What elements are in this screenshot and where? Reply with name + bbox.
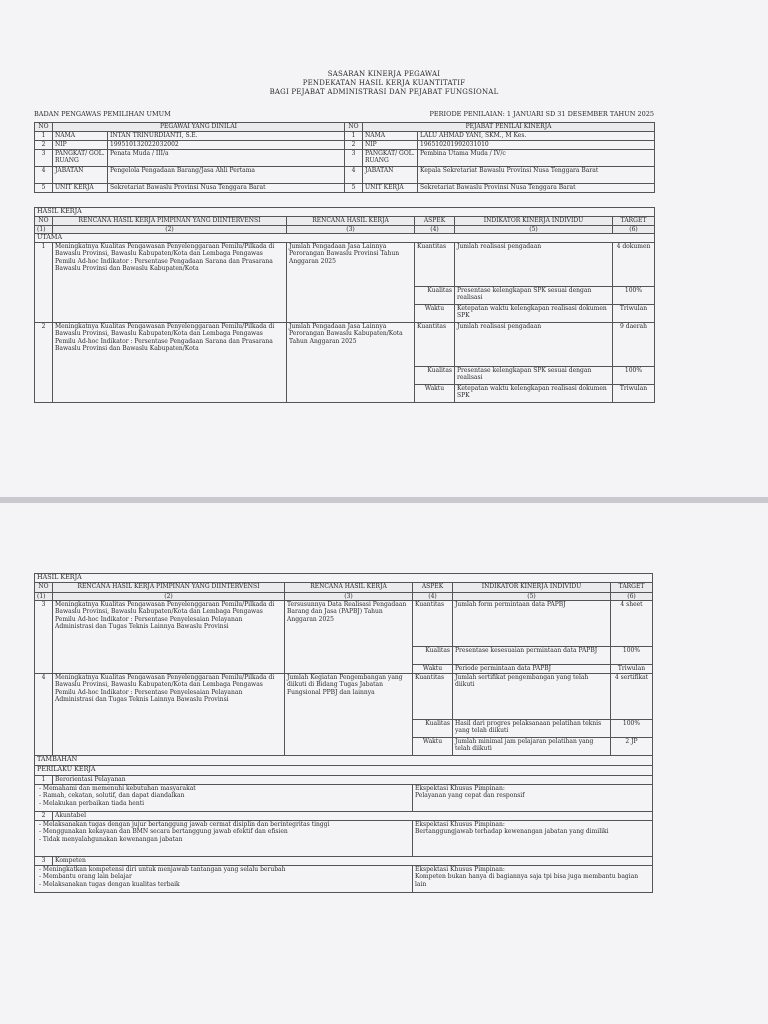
hasil-number-row — [35, 593, 653, 601]
aspek: Kualitas — [413, 720, 453, 738]
aspek: Waktu — [415, 305, 455, 323]
rencana-hasil-kerja: Tersusunnya Data Realisasi Pengadaan Barang dan Jasa (PAPBJ) Tahun Anggaran 2025 — [285, 601, 413, 674]
ekspektasi-label: Ekspektasi Khusus Pimpinan: — [415, 821, 505, 829]
ident-value: Pengelola Pengadaan Barang/Jasa Ahli Pertama — [108, 167, 345, 184]
col-header: RENCANA HASIL KERJA PIMPINAN YANG DIINTERVENSI — [53, 583, 285, 593]
meta-row — [34, 110, 654, 118]
hasil-kerja-table-page-2 — [34, 573, 653, 893]
indikator: Presentase kesesuaian permintaan data PAPBJ — [453, 647, 611, 665]
ident-value: Penata Muda / III/a — [108, 150, 345, 167]
col-header: TARGET — [613, 217, 655, 226]
col-number: (4) — [413, 593, 453, 601]
target: 4 dokumen — [613, 243, 655, 287]
ident-no: 5 — [345, 184, 363, 193]
ident-value: 199510132022032002 — [108, 141, 345, 150]
indikator: Jumlah minimal jam pelajaran pelatihan yang telah diikuti — [453, 738, 611, 756]
perilaku-points — [35, 866, 413, 893]
document-page-2 — [0, 503, 768, 1024]
assessment-period: PERIODE PENILAIAN: 1 JANUARI SD 31 DESEMBER TAHUN 2025 — [429, 110, 654, 118]
indikator: Jumlah realisasi pengadaan — [455, 243, 613, 287]
rencana-pimpinan: Meningkatnya Kualitas Pengawasan Penyelenggaraan Pemilu/Pilkada di Bawaslu Provinsi, Bawaslu Kabupaten/Kota dan Lembaga Pengawas Pemilu Ad-hoc Indikator : Persentase Penyelesaian Pelayanan Administrasi dan Tugas Teknis Lainnya Bawaslu Provinsi — [53, 674, 285, 756]
ident-value: Pembina Utama Muda / IV/c — [418, 150, 655, 167]
indikator: Presentase kelengkapan SPK sesuai dengan realisasi — [455, 367, 613, 385]
ident-label: NIP — [363, 141, 418, 150]
ident-no: 3 — [345, 150, 363, 167]
target: 4 sheet — [611, 601, 653, 647]
indikator: Jumlah form permintaan data PAPBJ — [453, 601, 611, 647]
target: 2 JP — [611, 738, 653, 756]
section-tambahan: TAMBAHAN — [35, 756, 653, 766]
col-header: ASPEK — [413, 583, 453, 593]
ident-row-jabatan — [35, 167, 655, 184]
col-number: (4) — [415, 226, 455, 234]
col-number: (3) — [285, 593, 413, 601]
header-line-1: SASARAN KINERJA PEGAWAI — [327, 70, 441, 78]
indikator: Hasil dari progres pelaksanaan pelatihan teknis yang telah diikuti — [453, 720, 611, 738]
col-number: (6) — [613, 226, 655, 234]
table-row — [35, 866, 653, 893]
header-line-3: BAGI PEJABAT ADMINISTRASI DAN PEJABAT FUNGSIONAL — [269, 88, 499, 96]
perilaku-no: 2 — [35, 812, 53, 821]
perilaku-item-kompeten — [35, 857, 653, 866]
col-number: (2) — [53, 226, 287, 234]
perilaku-name: Berorientasi Pelayanan — [53, 776, 653, 785]
target: Triwulan — [613, 385, 655, 403]
perilaku-item-akuntabel — [35, 812, 653, 821]
target: 100% — [613, 287, 655, 305]
perilaku-name: Kompeten — [53, 857, 653, 866]
col-pejabat-penilai: PEJABAT PENILAI KINERJA — [363, 123, 655, 132]
ident-no: 2 — [345, 141, 363, 150]
rencana-pimpinan: Meningkatnya Kualitas Pengawasan Penyelenggaraan Pemilu/Pilkada di Bawaslu Provinsi, Bawaslu Kabupaten/Kota dan Lembaga Pengawas Pemilu Ad-hoc Indikator : Persentase Pengadaan Sarana dan Prasarana Bawaslu Provinsi dan Bawaslu Kabupaten/Kota — [53, 323, 287, 403]
ident-label: UNIT KERJA — [363, 184, 418, 193]
aspek: Waktu — [413, 665, 453, 674]
col-header: NO — [35, 583, 53, 593]
target: Triwulan — [613, 305, 655, 323]
section-perilaku-kerja: PERILAKU KERJA — [35, 766, 653, 776]
item-no: 2 — [35, 323, 53, 403]
ident-label: JABATAN — [53, 167, 108, 184]
col-header: INDIKATOR KINERJA INDIVIDU — [453, 583, 611, 593]
col-number: (1) — [35, 226, 53, 234]
ekspektasi-text: Kompeten bukan hanya di bagiannya saja tpi bisa juga membantu bagian lain — [415, 873, 639, 888]
col-header: INDIKATOR KINERJA INDIVIDU — [455, 217, 613, 226]
perilaku-point: - Menggunakan kekayaan dan BMN secara bertanggung jawab efektif dan efisien — [39, 828, 288, 836]
col-number: (5) — [455, 226, 613, 234]
ident-value: INTAN TRINURDIANTI, S.E. — [108, 132, 345, 141]
rencana-pimpinan: Meningkatnya Kualitas Pengawasan Penyelenggaraan Pemilu/Pilkada di Bawaslu Provinsi, Bawaslu Kabupaten/Kota dan Lembaga Pengawas Pemilu Ad-hoc Indikator : Persentase Penyelesaian Pelayanan Administrasi dan Tugas Teknis Lainnya Bawaslu Provinsi — [53, 601, 285, 674]
rencana-hasil-kerja: Jumlah Pengadaan Jasa Lainnya Perorangan Bawaslu Kabupaten/Kota Tahun Anggaran 2025 — [287, 323, 415, 403]
ekspektasi-text: Pelayanan yang cepat dan responsif — [415, 792, 525, 800]
rencana-pimpinan: Meningkatnya Kualitas Pengawasan Penyelenggaraan Pemilu/Pilkada di Bawaslu Provinsi, Bawaslu Kabupaten/Kota dan Lembaga Pengawas Pemilu Ad-hoc Indikator : Persentase Pengadaan Sarana dan Prasarana Bawaslu Provinsi dan Bawaslu Kabupaten/Kota — [53, 243, 287, 323]
hasil-header-row — [35, 217, 655, 226]
rencana-hasil-kerja: Jumlah Pengadaan Jasa Lainnya Perorangan Bawaslu Provinsi Tahun Anggaran 2025 — [287, 243, 415, 323]
ident-row-pangkat — [35, 150, 655, 167]
ident-no: 1 — [35, 132, 53, 141]
table-row — [35, 785, 653, 812]
target: 4 sertifikat — [611, 674, 653, 720]
perilaku-points — [35, 821, 413, 857]
col-number: (1) — [35, 593, 53, 601]
aspek: Kuantitas — [413, 601, 453, 647]
ident-no: 4 — [35, 167, 53, 184]
perilaku-point: - Membantu orang lain belajar — [39, 873, 132, 881]
ident-label: PANGKAT/ GOL. RUANG — [363, 150, 418, 167]
col-pegawai-dinilai: PEGAWAI YANG DINILAI — [53, 123, 345, 132]
col-header: RENCANA HASIL KERJA PIMPINAN YANG DIINTERVENSI — [53, 217, 287, 226]
target: Triwulan — [611, 665, 653, 674]
col-number: (5) — [453, 593, 611, 601]
aspek: Kualitas — [415, 287, 455, 305]
ident-label: NAMA — [53, 132, 108, 141]
table-row — [35, 674, 653, 720]
identity-table — [34, 122, 655, 193]
col-number: (3) — [287, 226, 415, 234]
col-header: RENCANA HASIL KERJA — [285, 583, 413, 593]
document-page-1 — [0, 0, 768, 497]
perilaku-point: - Melaksanakan tugas dengan kualitas terbaik — [39, 880, 180, 888]
table-row — [35, 243, 655, 287]
aspek: Kuantitas — [413, 674, 453, 720]
hasil-kerja-table-page-1 — [34, 207, 655, 403]
col-header: TARGET — [611, 583, 653, 593]
ekspektasi-label: Ekspektasi Khusus Pimpinan: — [415, 785, 505, 793]
ident-row-nip — [35, 141, 655, 150]
ident-label: JABATAN — [363, 167, 418, 184]
perilaku-point: - Melakukan perbaikan tiada henti — [39, 799, 145, 807]
target: 100% — [611, 720, 653, 738]
ident-no: 3 — [35, 150, 53, 167]
col-no-2: NO — [345, 123, 363, 132]
ident-no: 1 — [345, 132, 363, 141]
target: 100% — [613, 367, 655, 385]
ident-label: NIP — [53, 141, 108, 150]
col-number: (2) — [53, 593, 285, 601]
perilaku-item-berorientasi-pelayanan — [35, 776, 653, 785]
perilaku-point: - Ramah, cekatan, solutif, dan dapat diandalkan — [39, 792, 185, 800]
ident-value: Sekretariat Bawaslu Provinsi Nusa Tenggara Barat — [108, 184, 345, 193]
perilaku-point: - Melaksanakan tugas dengan jujur bertanggung jawab cermat disiplin dan berintegritas tinggi — [39, 821, 330, 829]
col-no: NO — [35, 123, 53, 132]
indikator: Presentase kelengkapan SPK sesuai dengan realisasi — [455, 287, 613, 305]
item-no: 3 — [35, 601, 53, 674]
ident-label: NAMA — [363, 132, 418, 141]
col-header: RENCANA HASIL KERJA — [287, 217, 415, 226]
ekspektasi-cell — [413, 785, 653, 812]
ident-no: 2 — [35, 141, 53, 150]
rencana-hasil-kerja: Jumlah Kegiatan Pengembangan yang diikuti di Bidang Tugas Jabatan Fungsional PPBJ dan lainnya — [285, 674, 413, 756]
perilaku-point: - Tidak menyalahgunakan kewenangan jabatan — [39, 835, 183, 843]
perilaku-point: - Meningkatkan kompetensi diri untuk menjawab tantangan yang selalu berubah — [39, 866, 286, 874]
ekspektasi-cell — [413, 866, 653, 893]
col-header: ASPEK — [415, 217, 455, 226]
section-hasil-kerja: HASIL KERJA — [35, 208, 655, 217]
table-row — [35, 601, 653, 647]
ident-value: LALU AHMAD YANI, SKM., M Kes. — [418, 132, 655, 141]
ident-label: PANGKAT/ GOL. RUANG — [53, 150, 108, 167]
table-row — [35, 821, 653, 857]
ident-value: Kepala Sekretariat Bawaslu Provinsi Nusa Tenggara Barat — [418, 167, 655, 184]
ident-no: 4 — [345, 167, 363, 184]
col-header: NO — [35, 217, 53, 226]
hasil-header-row — [35, 583, 653, 593]
item-no: 4 — [35, 674, 53, 756]
indikator: Periode permintaan data PAPBJ — [453, 665, 611, 674]
aspek: Kuantitas — [415, 323, 455, 367]
aspek: Waktu — [415, 385, 455, 403]
target: 100% — [611, 647, 653, 665]
ident-label: UNIT KERJA — [53, 184, 108, 193]
aspek: Kuantitas — [415, 243, 455, 287]
ekspektasi-label: Ekspektasi Khusus Pimpinan: — [415, 866, 505, 874]
aspek: Kualitas — [415, 367, 455, 385]
section-utama: UTAMA — [35, 234, 655, 243]
indikator: Jumlah realisasi pengadaan — [455, 323, 613, 367]
hasil-number-row — [35, 226, 655, 234]
ekspektasi-cell — [413, 821, 653, 857]
aspek: Waktu — [413, 738, 453, 756]
perilaku-no: 1 — [35, 776, 53, 785]
perilaku-no: 3 — [35, 857, 53, 866]
aspek: Kualitas — [413, 647, 453, 665]
agency-name: BADAN PENGAWAS PEMILIHAN UMUM — [34, 110, 171, 118]
ident-no: 5 — [35, 184, 53, 193]
ident-row-unit-kerja — [35, 184, 655, 193]
perilaku-point: - Memahami dan memenuhi kebutuhan masyarakat — [39, 785, 196, 793]
indikator: Ketepatan waktu kelengkapan realisasi dokumen SPK — [455, 385, 613, 403]
ident-value: Sekretariat Bawaslu Provinsi Nusa Tenggara Barat — [418, 184, 655, 193]
target: 9 daerah — [613, 323, 655, 367]
table-row — [35, 323, 655, 367]
document-header — [0, 70, 768, 97]
ident-value: 196510201992031010 — [418, 141, 655, 150]
ekspektasi-text: Bertanggungjawab terhadap kewenangan jabatan yang dimiliki — [415, 828, 609, 836]
col-number: (6) — [611, 593, 653, 601]
indikator: Ketepatan waktu kelengkapan realisasi dokumen SPK — [455, 305, 613, 323]
perilaku-name: Akuntabel — [53, 812, 653, 821]
indikator: Jumlah sertifikat pengembangan yang telah diikuti — [453, 674, 611, 720]
item-no: 1 — [35, 243, 53, 323]
header-line-2: PENDEKATAN HASIL KERJA KUANTITATIF — [302, 79, 466, 87]
section-hasil-kerja: HASIL KERJA — [35, 574, 653, 583]
ident-row-nama — [35, 132, 655, 141]
perilaku-points — [35, 785, 413, 812]
